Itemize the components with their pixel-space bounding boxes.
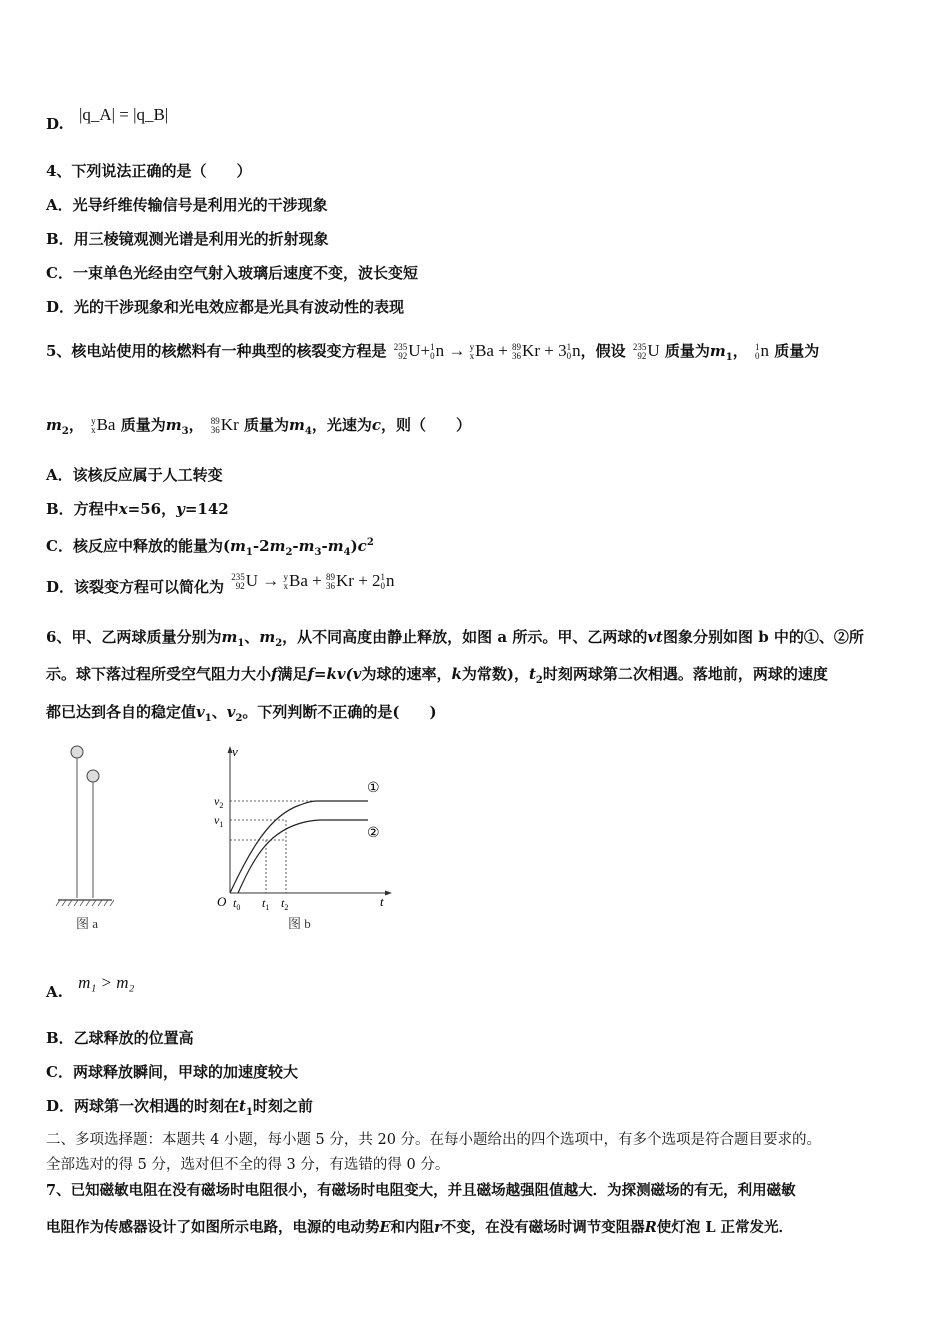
q5-text: D．该裂变方程可以简化为 <box>46 578 225 596</box>
q5-option-c: C．核反应中释放的能量为$(m_1-2m_2-m_3-m_4)c^2$ <box>46 537 374 558</box>
curve-1-label: ① <box>367 781 380 796</box>
q5-text: 质量为 <box>664 342 710 360</box>
option-label: D. <box>46 115 64 133</box>
q6-option-b: B．乙球释放的位置高 <box>46 1029 194 1047</box>
q6-text: D．两球第一次相遇的时刻在 <box>46 1097 240 1115</box>
q5-text: 质量为 <box>243 416 289 434</box>
q5-text: ，则（ ） <box>381 416 472 434</box>
q6-text: 6、甲、乙两球质量分别为 <box>46 628 222 646</box>
r-symbol: r <box>434 1219 442 1236</box>
v2-label: $v_2$ <box>214 794 224 810</box>
option-d-math: |q_A| = |q_B| <box>78 105 169 124</box>
q7-text: 和内阻 <box>390 1219 435 1236</box>
origin-label: O <box>217 894 227 909</box>
curve-1 <box>230 801 368 893</box>
ground-hatch <box>56 900 114 906</box>
q5-text: =56， <box>127 500 177 518</box>
q6-text: 时刻两球第二次相遇。落地前，两球的速度 <box>542 665 828 683</box>
q6-text: 示。球下落过程所受空气阻力大小 <box>46 665 272 683</box>
q6-text: 时刻之前 <box>252 1097 313 1115</box>
ball-jia <box>71 746 83 758</box>
q4-option-d: D．光的干涉现象和光电效应都是光具有波动性的表现 <box>46 298 405 316</box>
q6-stem-line1: 6、甲、乙两球质量分别为$m_1$、$m_2$，从不同高度由静止释放，如图 a 所示。甲、乙两球的vt图象分别如图 b 中的①、②所 <box>46 628 864 649</box>
q6-option-d: D．两球第一次相遇的时刻在$t_1$时刻之前 <box>46 1097 313 1118</box>
q5-stem-line2: $m_2$， y x Ba 质量为$m_3$， 89 36 Kr 质量为$m_4$，光速为c，则（ ） <box>46 415 472 437</box>
q7-text: 不变，在没有磁场时调节变阻器 <box>441 1219 645 1236</box>
fig-b-caption: 图 b <box>288 916 311 931</box>
axis-v-label: v <box>232 744 238 759</box>
ball-yi <box>87 770 99 782</box>
curve-2 <box>238 820 368 893</box>
vt-symbol: vt <box>647 628 663 646</box>
q5-text: ，光速为 <box>311 416 372 434</box>
q6-text: 都已达到各自的稳定值 <box>46 703 197 721</box>
option-label: A. <box>46 983 63 1001</box>
barium-nuclide: y x Ba <box>91 415 116 436</box>
y-symbol: y <box>176 500 185 518</box>
q6-option-a <box>46 973 135 1002</box>
figure-b <box>210 740 400 940</box>
q6-text: 图象分别如图 b 中的①、②所 <box>662 628 864 646</box>
uranium-nuclide: 235 92 U <box>632 341 660 362</box>
q6-text: 满足 <box>277 665 308 683</box>
fission-equation: 235 92 U+ 1 0 n → y x Ba + 89 36 Kr + 3 1 0 n <box>393 341 581 362</box>
x-symbol: x <box>118 500 128 518</box>
q6-text: 为常数)， <box>461 665 529 683</box>
fig-a-caption: 图 a <box>76 916 99 931</box>
krypton-nuclide: 89 36 Kr <box>210 415 239 436</box>
q5-stem-line1: 5、核电站使用的核燃料有一种典型的核裂变方程是 235 92 U+ 1 0 n → y x Ba + 89 36 Kr + 3 1 0 n，假设 235 92 U 质量为$m_1$， 1 0 n 质量为 <box>46 341 820 363</box>
q5-stem-text: 5、核电站使用的核燃料有一种典型的核裂变方程是 <box>46 342 387 360</box>
axis-t-label: t <box>380 894 384 909</box>
guides <box>230 801 317 893</box>
q5-text: ，假设 <box>580 342 626 360</box>
q7-line2 <box>46 1218 793 1238</box>
q5-text: ， <box>732 342 748 360</box>
q6-option-c: C．两球释放瞬间，甲球的加速度较大 <box>46 1063 298 1081</box>
q5-text: 质量为 <box>774 342 820 360</box>
q6-text: 为球的速率， <box>361 665 452 683</box>
k-symbol: k <box>451 665 462 683</box>
R-symbol: R <box>644 1219 657 1236</box>
q4-option-b: B．用三棱镜观测光谱是利用光的折射现象 <box>46 230 329 248</box>
q5-option-b <box>46 499 229 519</box>
q6-stem-line3: 都已达到各自的稳定值$v_1$、$v_2$。下列判断不正确的是( ) <box>46 703 437 724</box>
c-symbol: c <box>371 416 381 434</box>
q6-text: 。下列判断不正确的是( ) <box>242 703 437 721</box>
m1-symbol: m <box>709 342 726 360</box>
q6-stem-line2: 示。球下落过程所受空气阻力大小f满足f=kv(v为球的速率，k为常数)，$t_2$时刻两球第二次相遇。落地前，两球的速度 <box>46 665 828 686</box>
fkv-formula: f=kv(v <box>307 665 362 683</box>
q4-option-a: A．光导纤维传输信号是利用光的干涉现象 <box>46 196 328 214</box>
q3-option-d <box>46 105 169 134</box>
f-symbol: f <box>271 665 278 683</box>
section2-line2: 全部选对的得 5 分，选对但不全的得 3 分，有选错的得 0 分。 <box>46 1157 450 1173</box>
curve-2-label: ② <box>367 826 380 841</box>
figure-a <box>50 740 130 940</box>
E-symbol: E <box>379 1219 391 1236</box>
q4-stem: 4、下列说法正确的是（ ） <box>46 162 252 180</box>
q6-text: ，从不同高度由静止释放，如图 a 所示。甲、乙两球的 <box>282 628 648 646</box>
q7-text: 使灯泡 L 正常发光． <box>656 1219 794 1236</box>
section2-line1: 二、多项选择题：本题共 4 小题，每小题 5 分，共 20 分。在每小题给出的四个选项中，有多个选项是符合题目要求的。 <box>46 1132 822 1148</box>
q5-text: C．核反应中释放的能量为( <box>46 537 231 555</box>
q5-option-a: A．该核反应属于人工转变 <box>46 466 223 484</box>
q5-option-d <box>46 571 395 597</box>
t2-label: $t_2$ <box>281 896 289 912</box>
v1-label: $v_1$ <box>214 813 224 829</box>
option-a-math: m₁ > m₂ <box>78 973 135 992</box>
t0-label: $t_0$ <box>233 896 241 912</box>
t1-label: $t_1$ <box>262 896 270 912</box>
simplified-equation: 235 92 U → y x Ba + 89 36 Kr + 2 1 0 n <box>231 571 395 592</box>
q5-text: =142 <box>184 500 229 518</box>
q5-text: B．方程中 <box>46 500 119 518</box>
q7-text: 电阻作为传感器设计了如图所示电路，电源的电动势 <box>46 1219 380 1236</box>
q5-text: 质量为 <box>120 416 166 434</box>
q7-line1: 7、已知磁敏电阻在没有磁场时电阻很小，有磁场时电阻变大，并且磁场越强阻值越大．为探测磁场的有无，利用磁敏 <box>46 1182 796 1199</box>
q4-option-c: C．一束单色光经由空气射入玻璃后速度不变，波长变短 <box>46 264 418 282</box>
neutron-nuclide: 1 0 n <box>754 341 769 362</box>
